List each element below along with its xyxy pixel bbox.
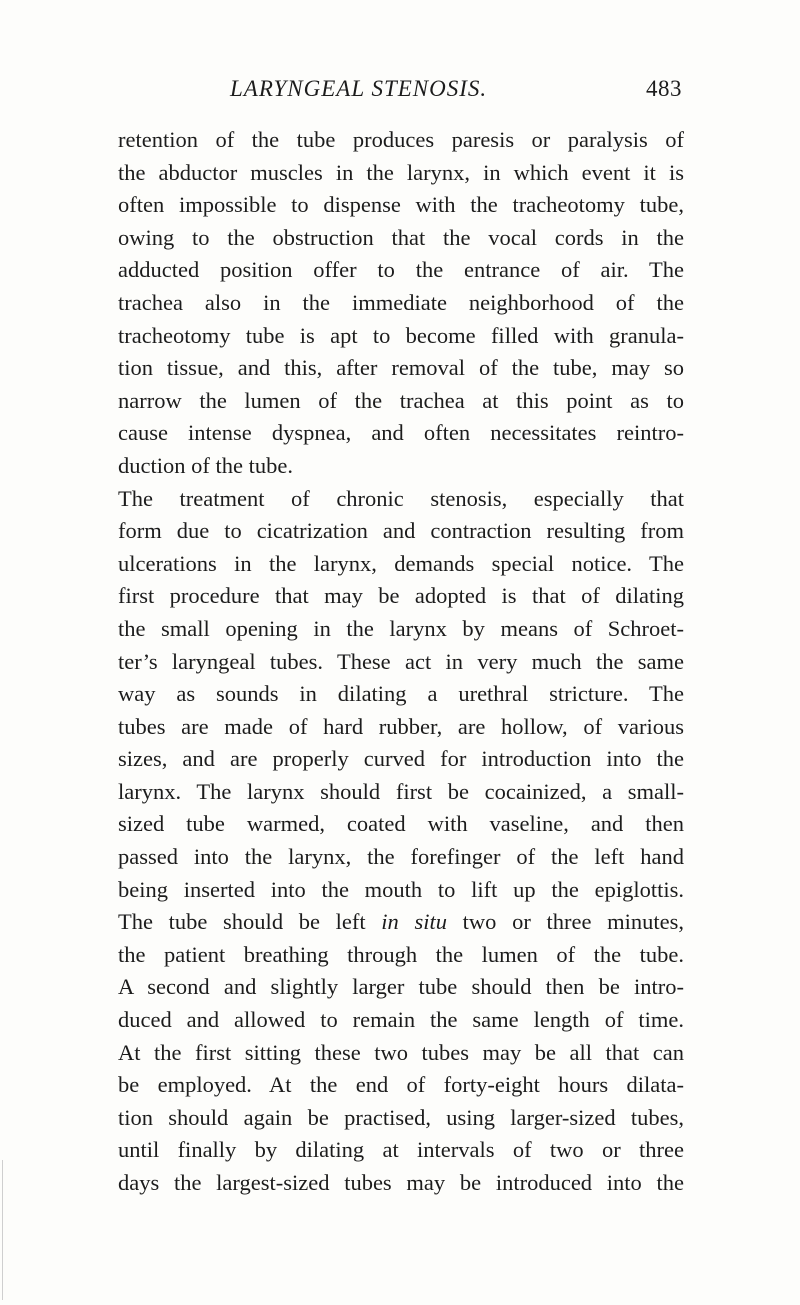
text-line: retention of the tube produces paresis or paralysis of bbox=[118, 127, 684, 152]
text-line: tion tissue, and this, after removal of the tube, may so bbox=[118, 355, 684, 381]
text-line: ulcerations in the larynx, demands special notice. The bbox=[118, 550, 684, 576]
text-line: until finally by dilating at intervals of two or three bbox=[118, 1137, 684, 1163]
text-line bbox=[118, 906, 684, 939]
text-line: passed into the larynx, the forefinger of the left hand bbox=[118, 844, 684, 870]
text-line: narrow the lumen of the trachea at this point as to bbox=[118, 387, 684, 413]
text-line: cause intense dyspnea, and often necessitates reintro- bbox=[118, 420, 684, 446]
text-line: tracheotomy tube is apt to become filled with granula- bbox=[118, 322, 684, 348]
text-line: way as sounds in dilating a urethral stricture. The bbox=[118, 681, 684, 707]
text-line: tion should again be practised, using larger-sized tubes, bbox=[118, 1104, 684, 1130]
text-line: sizes, and are properly curved for introduction into the bbox=[118, 746, 684, 772]
page-header bbox=[118, 76, 682, 110]
text-line: days the largest-sized tubes may be introduced into the bbox=[118, 1170, 684, 1195]
italic-phrase: in situ bbox=[381, 909, 447, 935]
text-line: first procedure that may be adopted is that of dilating bbox=[118, 583, 684, 609]
running-head: LARYNGEAL STENOSIS. bbox=[230, 76, 488, 101]
text-line: ter’s laryngeal tubes. These act in very much the same bbox=[118, 648, 684, 674]
text-line: adducted position offer to the entrance of air. The bbox=[118, 257, 684, 283]
text-line: the patient breathing through the lumen of the tube. bbox=[118, 941, 684, 967]
text-line: be employed. At the end of forty-eight hours dilata- bbox=[118, 1072, 684, 1098]
text-line: the abductor muscles in the larynx, in which event it is bbox=[118, 159, 684, 185]
text-line: sized tube warmed, coated with vaseline, and then bbox=[118, 811, 684, 837]
text-line: duced and allowed to remain the same length of time. bbox=[118, 1007, 684, 1033]
text-line: The treatment of chronic stenosis, especially that bbox=[118, 485, 684, 511]
text-line: being inserted into the mouth to lift up the epiglottis. bbox=[118, 876, 684, 902]
text-line: At the first sitting these two tubes may be all that can bbox=[118, 1039, 684, 1065]
text-line: A second and slightly larger tube should then be intro- bbox=[118, 974, 684, 1000]
text-line: tubes are made of hard rubber, are hollow, of various bbox=[118, 713, 684, 739]
page-edge-shadow bbox=[2, 1160, 3, 1300]
page-number: 483 bbox=[646, 76, 682, 101]
text-line: often impossible to dispense with the tracheotomy tube, bbox=[118, 192, 684, 218]
text-line: owing to the obstruction that the vocal cords in the bbox=[118, 224, 684, 250]
text-line: trachea also in the immediate neighborhood of the bbox=[118, 289, 684, 315]
text-line: duction of the tube. bbox=[118, 452, 293, 478]
text-line: form due to cicatrization and contraction resulting from bbox=[118, 518, 684, 544]
line-segment: The tube should be left bbox=[118, 909, 382, 935]
body-text bbox=[118, 124, 684, 1200]
line-segment: two or three minutes, bbox=[446, 909, 684, 935]
text-line: the small opening in the larynx by means of Schroet- bbox=[118, 615, 684, 641]
text-line: larynx. The larynx should first be cocainized, a small- bbox=[118, 778, 684, 804]
